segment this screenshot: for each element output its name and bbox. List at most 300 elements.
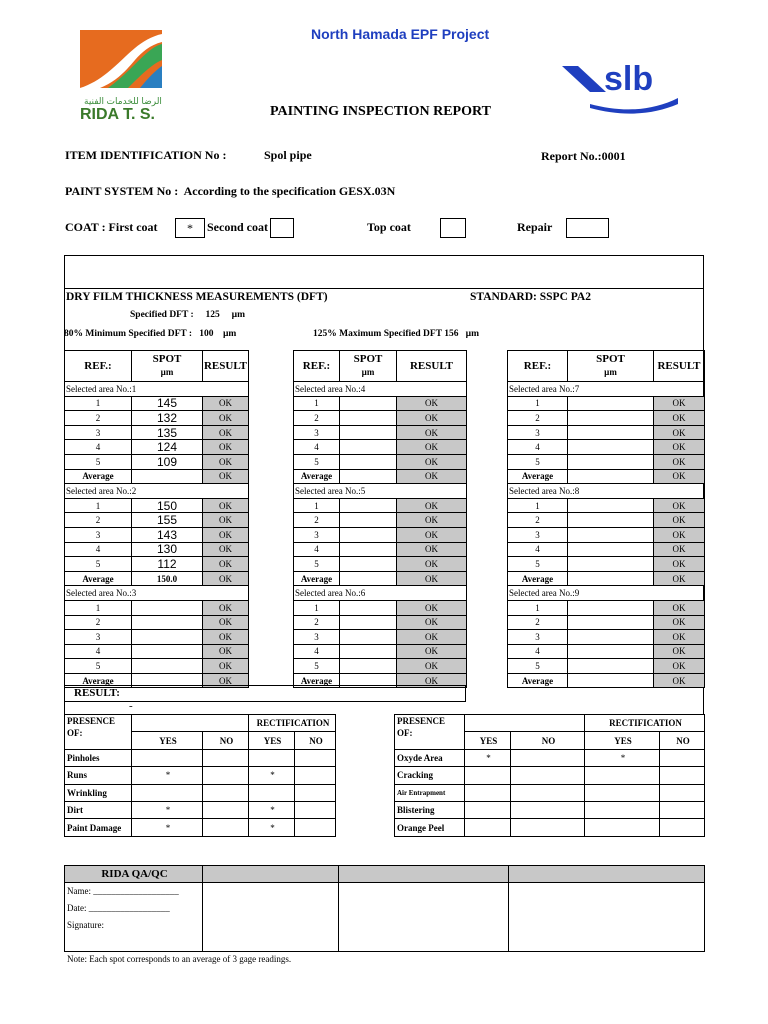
spot-value[interactable]: [340, 513, 397, 528]
spot-ref: 5: [65, 557, 132, 572]
defect-label: Oxyde Area: [395, 749, 465, 766]
spot-ref: 2: [65, 615, 132, 630]
spot-ref: 2: [294, 411, 340, 426]
spot-ref: 1: [294, 600, 340, 615]
slb-logo-icon: [560, 58, 680, 114]
dft-table-col2: [293, 350, 467, 688]
spot-ref: 4: [508, 542, 568, 557]
rect-yes[interactable]: [249, 749, 295, 766]
spot-ref: 5: [508, 454, 568, 469]
spot-value[interactable]: [340, 396, 397, 411]
spot-ref: 1: [65, 600, 132, 615]
average-label: Average: [294, 673, 340, 688]
spot-value[interactable]: [568, 644, 654, 659]
spot-value[interactable]: [568, 411, 654, 426]
spot-ref: 5: [294, 557, 340, 572]
signoff-header-cell: [203, 866, 339, 883]
rect-no[interactable]: [660, 801, 705, 818]
defect-yes[interactable]: [132, 749, 203, 766]
col-unit-label: µm: [160, 367, 174, 377]
spot-value[interactable]: [340, 527, 397, 542]
area-label: Selected area No.:4: [294, 382, 467, 397]
rect-no[interactable]: [295, 819, 336, 836]
note: Note: Each spot corresponds to an average of 3 gage readings.: [67, 954, 292, 964]
defect-label: Paint Damage: [65, 819, 132, 836]
defect-yes[interactable]: [465, 784, 511, 801]
spot-value[interactable]: 132: [132, 411, 203, 426]
spot-value[interactable]: [340, 600, 397, 615]
signoff-name[interactable]: Name: ___________________: [67, 886, 179, 897]
signoff-header-cell: [509, 866, 705, 883]
dft-table-col1: [64, 350, 249, 688]
average-result: OK: [397, 571, 467, 586]
spot-ref: 4: [65, 440, 132, 455]
spot-value[interactable]: [568, 396, 654, 411]
spot-value[interactable]: [340, 644, 397, 659]
defect-no[interactable]: [203, 767, 249, 784]
item-value: Spol pipe: [264, 148, 312, 162]
rect-yes[interactable]: *: [249, 819, 295, 836]
average-result: OK: [654, 571, 705, 586]
spot-result: OK: [397, 425, 467, 440]
rect-yes[interactable]: *: [249, 767, 295, 784]
spot-value[interactable]: [568, 513, 654, 528]
col-unit-label: µm: [361, 367, 375, 377]
spot-value[interactable]: [340, 440, 397, 455]
spot-ref: 3: [294, 527, 340, 542]
report-title: PAINTING INSPECTION REPORT: [270, 104, 491, 119]
spot-result: OK: [654, 440, 705, 455]
min-dft: 80% Minimum Specified DFT : 100 µm: [64, 329, 237, 339]
rida-logo-text: RIDA T. S.: [80, 106, 155, 123]
area-label: Selected area No.:6: [294, 586, 467, 601]
col-result-header: RESULT: [203, 351, 249, 382]
spot-ref: 3: [294, 630, 340, 645]
spot-result: OK: [654, 630, 705, 645]
average-label: Average: [508, 571, 568, 586]
spot-value[interactable]: [340, 615, 397, 630]
defect-label: Wrinkling: [65, 784, 132, 801]
signoff-date[interactable]: Date: __________________: [67, 903, 170, 914]
defect-no[interactable]: [511, 767, 585, 784]
spot-value[interactable]: [340, 454, 397, 469]
average-result: OK: [654, 673, 705, 688]
presence-blank-header: [132, 715, 249, 732]
spot-ref: 5: [508, 659, 568, 674]
signoff-signature[interactable]: Signature:: [67, 920, 104, 931]
spot-value[interactable]: 109: [132, 454, 203, 469]
area-label: Selected area No.:8: [508, 484, 705, 499]
defect-yes[interactable]: [132, 784, 203, 801]
spot-result: OK: [397, 498, 467, 513]
rect-yes[interactable]: [585, 819, 660, 836]
spot-value[interactable]: [132, 659, 203, 674]
area-label: Selected area No.:5: [294, 484, 467, 499]
dft-divider: [64, 288, 704, 289]
spot-value[interactable]: [568, 498, 654, 513]
defect-label: Pinholes: [65, 749, 132, 766]
spot-ref: 5: [65, 659, 132, 674]
spot-ref: 3: [508, 527, 568, 542]
spot-result: OK: [203, 615, 249, 630]
spot-ref: 2: [508, 411, 568, 426]
spot-result: OK: [203, 644, 249, 659]
spot-result: OK: [203, 557, 249, 572]
spot-value[interactable]: 150: [132, 498, 203, 513]
spot-ref: 2: [508, 615, 568, 630]
rect-no[interactable]: [660, 749, 705, 766]
no-header: NO: [511, 732, 585, 749]
rect-yes[interactable]: [585, 784, 660, 801]
average-result: OK: [203, 469, 249, 484]
spot-value[interactable]: [568, 600, 654, 615]
spot-ref: 4: [508, 644, 568, 659]
specified-dft: Specified DFT : 125 µm: [130, 310, 246, 320]
spot-ref: 1: [508, 600, 568, 615]
spot-ref: 4: [294, 644, 340, 659]
average-label: Average: [294, 571, 340, 586]
spot-result: OK: [654, 600, 705, 615]
presence-of-suffix: OF:: [397, 728, 413, 738]
rida-logo: [80, 30, 170, 125]
signoff-cell[interactable]: [339, 883, 509, 952]
spot-ref: 1: [508, 498, 568, 513]
yes-header: YES: [465, 732, 511, 749]
col-unit-label: µm: [604, 367, 617, 377]
defect-yes[interactable]: *: [132, 819, 203, 836]
rect-yes[interactable]: *: [249, 801, 295, 818]
signoff-fields: [65, 883, 203, 952]
dft-standard: STANDARD: SSPC PA2: [470, 291, 591, 303]
col-spot-label: SPOT: [353, 353, 383, 365]
repair-box[interactable]: [566, 218, 609, 238]
spot-result: OK: [654, 644, 705, 659]
rect-yes-header: YES: [585, 732, 660, 749]
defect-yes[interactable]: [465, 819, 511, 836]
spot-ref: 4: [65, 644, 132, 659]
spot-ref: 1: [65, 498, 132, 513]
defect-yes[interactable]: *: [132, 801, 203, 818]
spot-ref: 3: [508, 425, 568, 440]
spot-result: OK: [203, 440, 249, 455]
defect-no[interactable]: [203, 749, 249, 766]
paint-system: PAINT SYSTEM No : According to the specification GESX.03N: [65, 184, 396, 198]
col-result-header: RESULT: [654, 351, 705, 382]
spot-ref: 4: [294, 542, 340, 557]
presence-table-left: [64, 714, 336, 837]
presence-header: [395, 715, 465, 750]
presence-of-suffix: OF:: [67, 728, 83, 738]
rect-no[interactable]: [295, 801, 336, 818]
spot-result: OK: [397, 644, 467, 659]
defect-yes[interactable]: [465, 767, 511, 784]
spot-ref: 1: [508, 396, 568, 411]
spot-result: OK: [203, 498, 249, 513]
average-label: Average: [508, 673, 568, 688]
presence-of-label: PRESENCE: [397, 716, 446, 726]
average-value[interactable]: [568, 673, 654, 688]
result-row: [64, 685, 466, 702]
defect-yes[interactable]: [465, 801, 511, 818]
spot-value[interactable]: [568, 557, 654, 572]
spot-ref: 5: [294, 659, 340, 674]
spot-result: OK: [397, 542, 467, 557]
rect-no[interactable]: [660, 784, 705, 801]
spot-value[interactable]: 155: [132, 513, 203, 528]
rectification-header: RECTIFICATION: [585, 715, 705, 732]
average-value[interactable]: [568, 571, 654, 586]
spot-value[interactable]: 145: [132, 396, 203, 411]
spot-ref: 3: [65, 527, 132, 542]
spot-result: OK: [203, 527, 249, 542]
defect-no[interactable]: [511, 801, 585, 818]
spot-value[interactable]: [340, 411, 397, 426]
top-coat-box[interactable]: [440, 218, 466, 238]
top-coat-label: Top coat: [367, 220, 411, 234]
spot-ref: 2: [294, 615, 340, 630]
result-dash: -: [129, 700, 133, 712]
spot-result: OK: [397, 615, 467, 630]
first-coat-mark: *: [187, 221, 193, 235]
spot-result: OK: [397, 440, 467, 455]
spot-result: OK: [654, 542, 705, 557]
rect-yes[interactable]: [585, 801, 660, 818]
spot-value[interactable]: [340, 498, 397, 513]
col-ref-header: REF.:: [508, 351, 568, 382]
spot-ref: 5: [508, 557, 568, 572]
defect-label: Dirt: [65, 801, 132, 818]
yes-header: YES: [132, 732, 203, 749]
defect-yes[interactable]: *: [465, 749, 511, 766]
defect-yes[interactable]: *: [132, 767, 203, 784]
spot-result: OK: [397, 527, 467, 542]
report-number: Report No.:0001: [541, 149, 626, 163]
spot-ref: 4: [65, 542, 132, 557]
spot-ref: 5: [65, 454, 132, 469]
rectification-header: RECTIFICATION: [249, 715, 336, 732]
col-spot-label: SPOT: [596, 353, 625, 365]
project-title: North Hamada EPF Project: [311, 26, 490, 42]
col-ref-header: REF.:: [65, 351, 132, 382]
rect-no[interactable]: [295, 749, 336, 766]
average-value[interactable]: [568, 469, 654, 484]
spot-value[interactable]: [568, 630, 654, 645]
average-label: Average: [65, 673, 132, 688]
spot-value[interactable]: [568, 454, 654, 469]
defect-label: Air Entrapment: [395, 784, 465, 801]
col-ref-header: REF.:: [294, 351, 340, 382]
average-result: OK: [203, 673, 249, 688]
spot-ref: 3: [65, 425, 132, 440]
rect-no[interactable]: [660, 767, 705, 784]
rect-yes[interactable]: *: [585, 749, 660, 766]
rida-arabic: الرضا للخدمات الفنية: [84, 96, 162, 106]
average-value[interactable]: [340, 469, 397, 484]
second-coat-box[interactable]: [270, 218, 294, 238]
spot-value[interactable]: 124: [132, 440, 203, 455]
spot-ref: 1: [294, 498, 340, 513]
svg-text:slb: slb: [604, 60, 654, 98]
spot-result: OK: [203, 411, 249, 426]
area-label: Selected area No.:1: [65, 382, 249, 397]
rect-yes[interactable]: [249, 784, 295, 801]
spot-value[interactable]: [568, 615, 654, 630]
average-value[interactable]: 150.0: [132, 571, 203, 586]
spot-result: OK: [654, 425, 705, 440]
area-label: Selected area No.:7: [508, 382, 705, 397]
col-spot-header: [132, 351, 203, 382]
presence-of-label: PRESENCE: [67, 716, 116, 726]
spot-ref: 1: [65, 396, 132, 411]
rida-qaqc-header: RIDA QA/QC: [65, 866, 203, 883]
second-coat-label: Second coat: [207, 220, 268, 234]
spot-result: OK: [654, 498, 705, 513]
average-result: OK: [654, 469, 705, 484]
spot-ref: 2: [65, 513, 132, 528]
spot-value[interactable]: [568, 527, 654, 542]
spot-ref: 4: [294, 440, 340, 455]
area-label: Selected area No.:9: [508, 586, 705, 601]
signoff-cell[interactable]: [203, 883, 339, 952]
average-result: OK: [397, 469, 467, 484]
spot-ref: 4: [508, 440, 568, 455]
spot-value[interactable]: 112: [132, 557, 203, 572]
rect-no-header: NO: [295, 732, 336, 749]
spot-result: OK: [203, 454, 249, 469]
spot-value[interactable]: 143: [132, 527, 203, 542]
defect-label: Blistering: [395, 801, 465, 818]
spot-result: OK: [203, 630, 249, 645]
result-label: RESULT:: [74, 687, 120, 699]
col-spot-label: SPOT: [152, 353, 182, 365]
average-value[interactable]: [340, 571, 397, 586]
defect-no[interactable]: [203, 784, 249, 801]
spot-value[interactable]: [340, 659, 397, 674]
average-result: OK: [397, 673, 467, 688]
spot-result: OK: [654, 454, 705, 469]
average-value[interactable]: [132, 469, 203, 484]
spot-result: OK: [203, 542, 249, 557]
defect-no[interactable]: [511, 784, 585, 801]
spot-result: OK: [397, 411, 467, 426]
rida-logo-icon: [80, 30, 170, 90]
defect-label: Runs: [65, 767, 132, 784]
spot-value[interactable]: [568, 542, 654, 557]
defect-no[interactable]: [203, 819, 249, 836]
spot-value[interactable]: [132, 615, 203, 630]
col-result-header: RESULT: [397, 351, 467, 382]
spot-result: OK: [203, 600, 249, 615]
average-label: Average: [65, 571, 132, 586]
area-label: Selected area No.:3: [65, 586, 249, 601]
coat-label: COAT : First coat: [65, 220, 158, 234]
rect-no[interactable]: [295, 767, 336, 784]
spot-value[interactable]: [340, 557, 397, 572]
spot-result: OK: [654, 411, 705, 426]
spot-result: OK: [397, 454, 467, 469]
area-label: Selected area No.:2: [65, 484, 249, 499]
spot-result: OK: [397, 513, 467, 528]
spot-result: OK: [397, 659, 467, 674]
presence-blank-header: [465, 715, 585, 732]
spot-value[interactable]: [132, 600, 203, 615]
spot-value[interactable]: [568, 425, 654, 440]
spot-result: OK: [654, 396, 705, 411]
spot-value[interactable]: [340, 542, 397, 557]
spot-result: OK: [654, 557, 705, 572]
spot-ref: 3: [294, 425, 340, 440]
col-spot-header: [340, 351, 397, 382]
spot-result: OK: [203, 513, 249, 528]
col-spot-header: [568, 351, 654, 382]
spot-value[interactable]: [568, 440, 654, 455]
spot-result: OK: [397, 396, 467, 411]
average-label: Average: [508, 469, 568, 484]
repair-label: Repair: [517, 220, 553, 234]
average-result: OK: [203, 571, 249, 586]
spot-result: OK: [654, 513, 705, 528]
spot-result: OK: [397, 630, 467, 645]
spot-ref: 3: [65, 630, 132, 645]
dft-table-col3: [507, 350, 705, 688]
spot-result: OK: [203, 425, 249, 440]
spot-result: OK: [397, 557, 467, 572]
spot-value[interactable]: [340, 630, 397, 645]
spot-value[interactable]: [132, 630, 203, 645]
slb-logo: [560, 58, 680, 118]
rect-no[interactable]: [660, 819, 705, 836]
spot-value[interactable]: 135: [132, 425, 203, 440]
signoff-cell[interactable]: [509, 883, 705, 952]
spot-result: OK: [203, 396, 249, 411]
first-coat-box[interactable]: [175, 218, 205, 238]
presence-header: [65, 715, 132, 750]
defect-no[interactable]: [203, 801, 249, 818]
defect-no[interactable]: [511, 749, 585, 766]
defect-label: Orange Peel: [395, 819, 465, 836]
spot-result: OK: [654, 527, 705, 542]
spot-value[interactable]: [340, 425, 397, 440]
spot-result: OK: [654, 615, 705, 630]
spot-ref: 2: [508, 513, 568, 528]
no-header: NO: [203, 732, 249, 749]
spot-ref: 1: [294, 396, 340, 411]
spot-value[interactable]: [568, 659, 654, 674]
signoff-header-cell: [339, 866, 509, 883]
spot-result: OK: [397, 600, 467, 615]
spot-value[interactable]: [132, 644, 203, 659]
spot-result: OK: [654, 659, 705, 674]
spot-value[interactable]: 130: [132, 542, 203, 557]
average-label: Average: [294, 469, 340, 484]
rect-no[interactable]: [295, 784, 336, 801]
spot-ref: 2: [65, 411, 132, 426]
rect-yes-header: YES: [249, 732, 295, 749]
item-label: ITEM IDENTIFICATION No :: [65, 148, 227, 162]
spot-result: OK: [203, 659, 249, 674]
spot-ref: 2: [294, 513, 340, 528]
max-dft: 125% Maximum Specified DFT 156 µm: [313, 329, 479, 339]
presence-table-right: [394, 714, 705, 837]
rect-no-header: NO: [660, 732, 705, 749]
average-label: Average: [65, 469, 132, 484]
spot-ref: 3: [508, 630, 568, 645]
rect-yes[interactable]: [585, 767, 660, 784]
spot-ref: 5: [294, 454, 340, 469]
defect-label: Cracking: [395, 767, 465, 784]
defect-no[interactable]: [511, 819, 585, 836]
dft-title: DRY FILM THICKNESS MEASUREMENTS (DFT): [66, 291, 328, 303]
